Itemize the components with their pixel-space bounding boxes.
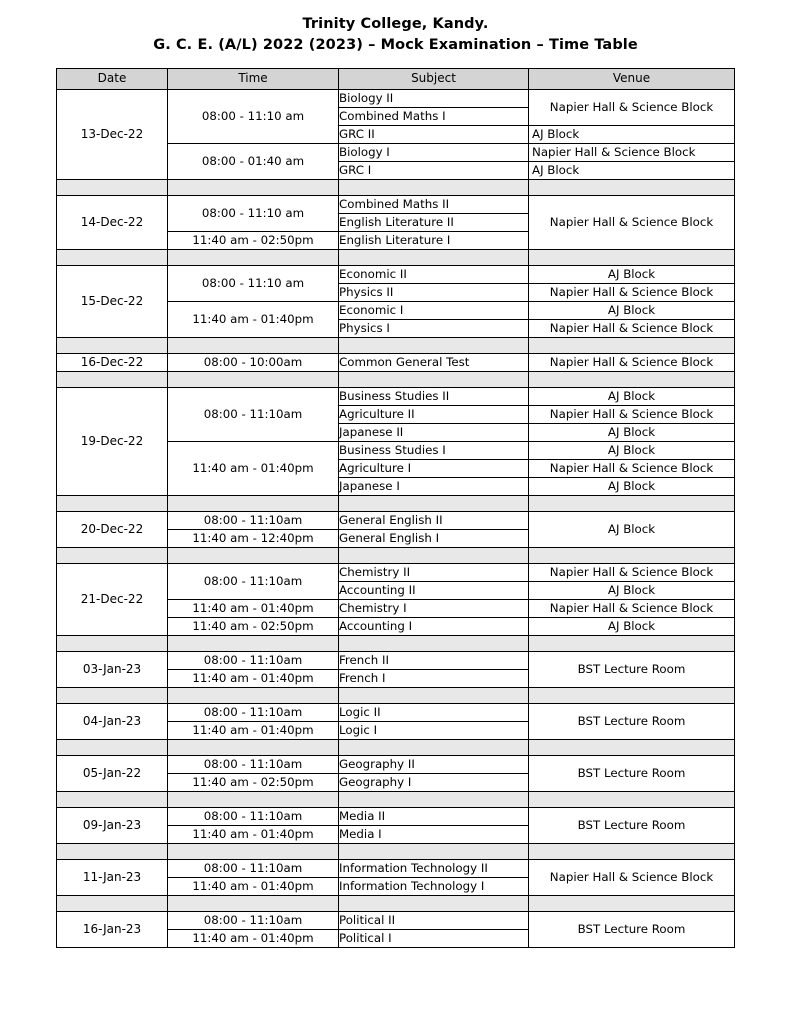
spacer-cell bbox=[57, 792, 168, 808]
block-spacer-row bbox=[57, 250, 735, 266]
exam-date-cell: 16-Dec-22 bbox=[57, 354, 168, 372]
exam-time-cell: 08:00 - 10:00am bbox=[168, 354, 339, 372]
spacer-cell bbox=[168, 338, 339, 354]
spacer-cell bbox=[57, 688, 168, 704]
table-row bbox=[57, 90, 735, 108]
exam-title: G. C. E. (A/L) 2022 (2023) – Mock Examination – Time Table bbox=[153, 37, 638, 54]
exam-date-cell: 14-Dec-22 bbox=[57, 196, 168, 250]
table-row bbox=[57, 388, 735, 406]
exam-subject-cell: Accounting I bbox=[339, 618, 529, 636]
exam-venue-cell: Napier Hall & Science Block bbox=[529, 564, 735, 582]
block-spacer-row bbox=[57, 548, 735, 564]
block-spacer-row bbox=[57, 372, 735, 388]
table-row bbox=[57, 564, 735, 582]
spacer-cell bbox=[339, 180, 529, 196]
exam-venue-cell: Napier Hall & Science Block bbox=[529, 284, 735, 302]
spacer-cell bbox=[529, 792, 735, 808]
exam-venue-cell: AJ Block bbox=[529, 162, 735, 180]
exam-venue-cell: Napier Hall & Science Block bbox=[529, 406, 735, 424]
spacer-cell bbox=[529, 250, 735, 266]
exam-subject-cell: Media I bbox=[339, 826, 529, 844]
exam-venue-cell: AJ Block bbox=[529, 126, 735, 144]
exam-venue-cell: AJ Block bbox=[529, 388, 735, 406]
exam-date-cell: 04-Jan-23 bbox=[57, 704, 168, 740]
exam-venue-cell: AJ Block bbox=[529, 618, 735, 636]
spacer-cell bbox=[339, 548, 529, 564]
exam-subject-cell: Media II bbox=[339, 808, 529, 826]
exam-subject-cell: Japanese II bbox=[339, 424, 529, 442]
exam-subject-cell: Geography II bbox=[339, 756, 529, 774]
spacer-cell bbox=[529, 180, 735, 196]
spacer-cell bbox=[57, 496, 168, 512]
spacer-cell bbox=[168, 792, 339, 808]
table-row bbox=[57, 354, 735, 372]
exam-venue-cell: Napier Hall & Science Block bbox=[529, 860, 735, 896]
spacer-cell bbox=[339, 688, 529, 704]
exam-subject-cell: Chemistry II bbox=[339, 564, 529, 582]
exam-subject-cell: General English I bbox=[339, 530, 529, 548]
exam-venue-cell: Napier Hall & Science Block bbox=[529, 90, 735, 126]
exam-venue-cell: AJ Block bbox=[529, 424, 735, 442]
column-header-date: Date bbox=[57, 69, 168, 90]
exam-venue-cell: BST Lecture Room bbox=[529, 912, 735, 948]
spacer-cell bbox=[57, 896, 168, 912]
exam-time-cell: 11:40 am - 01:40pm bbox=[168, 826, 339, 844]
exam-time-cell: 08:00 - 11:10 am bbox=[168, 266, 339, 302]
block-spacer-row bbox=[57, 740, 735, 756]
document-titles bbox=[38, 14, 753, 56]
exam-subject-cell: Agriculture II bbox=[339, 406, 529, 424]
block-spacer-row bbox=[57, 688, 735, 704]
exam-subject-cell: Geography I bbox=[339, 774, 529, 792]
exam-venue-cell: AJ Block bbox=[529, 582, 735, 600]
exam-venue-cell: AJ Block bbox=[529, 442, 735, 460]
exam-subject-cell: Business Studies II bbox=[339, 388, 529, 406]
institution-title: Trinity College, Kandy. bbox=[302, 16, 489, 32]
spacer-cell bbox=[168, 250, 339, 266]
spacer-cell bbox=[57, 372, 168, 388]
exam-time-cell: 08:00 - 11:10 am bbox=[168, 90, 339, 144]
exam-date-cell: 19-Dec-22 bbox=[57, 388, 168, 496]
exam-venue-cell: AJ Block bbox=[529, 302, 735, 320]
exam-subject-cell: Biology I bbox=[339, 144, 529, 162]
exam-venue-cell: Napier Hall & Science Block bbox=[529, 354, 735, 372]
exam-subject-cell: English Literature I bbox=[339, 232, 529, 250]
spacer-cell bbox=[529, 740, 735, 756]
exam-time-cell: 11:40 am - 01:40pm bbox=[168, 930, 339, 948]
spacer-cell bbox=[339, 636, 529, 652]
exam-subject-cell: Biology II bbox=[339, 90, 529, 108]
exam-venue-cell: Napier Hall & Science Block bbox=[529, 460, 735, 478]
spacer-cell bbox=[529, 636, 735, 652]
table-row bbox=[57, 808, 735, 826]
exam-date-cell: 11-Jan-23 bbox=[57, 860, 168, 896]
spacer-cell bbox=[529, 548, 735, 564]
exam-venue-cell: BST Lecture Room bbox=[529, 756, 735, 792]
exam-time-cell: 11:40 am - 01:40pm bbox=[168, 442, 339, 496]
exam-subject-cell: English Literature II bbox=[339, 214, 529, 232]
exam-time-cell: 08:00 - 01:40 am bbox=[168, 144, 339, 180]
exam-date-cell: 05-Jan-22 bbox=[57, 756, 168, 792]
spacer-cell bbox=[529, 496, 735, 512]
exam-subject-cell: Japanese I bbox=[339, 478, 529, 496]
exam-date-cell: 16-Jan-23 bbox=[57, 912, 168, 948]
exam-subject-cell: French II bbox=[339, 652, 529, 670]
exam-subject-cell: French I bbox=[339, 670, 529, 688]
header-row bbox=[57, 69, 735, 90]
spacer-cell bbox=[57, 338, 168, 354]
exam-subject-cell: Economic I bbox=[339, 302, 529, 320]
exam-time-cell: 11:40 am - 01:40pm bbox=[168, 600, 339, 618]
exam-venue-cell: BST Lecture Room bbox=[529, 808, 735, 844]
spacer-cell bbox=[168, 896, 339, 912]
exam-time-cell: 11:40 am - 02:50pm bbox=[168, 232, 339, 250]
exam-time-cell: 08:00 - 11:10am bbox=[168, 388, 339, 442]
exam-subject-cell: Information Technology II bbox=[339, 860, 529, 878]
table-row bbox=[57, 756, 735, 774]
exam-subject-cell: Physics II bbox=[339, 284, 529, 302]
spacer-cell bbox=[168, 688, 339, 704]
block-spacer-row bbox=[57, 792, 735, 808]
exam-subject-cell: General English II bbox=[339, 512, 529, 530]
block-spacer-row bbox=[57, 180, 735, 196]
spacer-cell bbox=[529, 338, 735, 354]
exam-time-cell: 11:40 am - 01:40pm bbox=[168, 722, 339, 740]
exam-time-cell: 11:40 am - 01:40pm bbox=[168, 302, 339, 338]
table-row bbox=[57, 704, 735, 722]
exam-venue-cell: AJ Block bbox=[529, 266, 735, 284]
table-row bbox=[57, 266, 735, 284]
spacer-cell bbox=[57, 180, 168, 196]
exam-date-cell: 13-Dec-22 bbox=[57, 90, 168, 180]
table-row bbox=[57, 196, 735, 214]
exam-time-cell: 11:40 am - 12:40pm bbox=[168, 530, 339, 548]
exam-venue-cell: BST Lecture Room bbox=[529, 704, 735, 740]
exam-time-cell: 08:00 - 11:10 am bbox=[168, 196, 339, 232]
spacer-cell bbox=[57, 636, 168, 652]
column-header-time: Time bbox=[168, 69, 339, 90]
exam-venue-cell: Napier Hall & Science Block bbox=[529, 600, 735, 618]
spacer-cell bbox=[339, 896, 529, 912]
block-spacer-row bbox=[57, 338, 735, 354]
timetable-header bbox=[57, 69, 735, 90]
exam-date-cell: 09-Jan-23 bbox=[57, 808, 168, 844]
block-spacer-row bbox=[57, 496, 735, 512]
exam-subject-cell: Common General Test bbox=[339, 354, 529, 372]
spacer-cell bbox=[168, 548, 339, 564]
spacer-cell bbox=[168, 636, 339, 652]
spacer-cell bbox=[168, 844, 339, 860]
exam-time-cell: 08:00 - 11:10am bbox=[168, 704, 339, 722]
exam-time-cell: 08:00 - 11:10am bbox=[168, 756, 339, 774]
spacer-cell bbox=[57, 548, 168, 564]
column-header-venue: Venue bbox=[529, 69, 735, 90]
spacer-cell bbox=[168, 496, 339, 512]
exam-time-cell: 11:40 am - 02:50pm bbox=[168, 618, 339, 636]
exam-venue-cell: Napier Hall & Science Block bbox=[529, 196, 735, 250]
exam-time-cell: 11:40 am - 01:40pm bbox=[168, 670, 339, 688]
exam-date-cell: 20-Dec-22 bbox=[57, 512, 168, 548]
exam-date-cell: 21-Dec-22 bbox=[57, 564, 168, 636]
spacer-cell bbox=[529, 844, 735, 860]
timetable-body bbox=[57, 90, 735, 948]
exam-date-cell: 03-Jan-23 bbox=[57, 652, 168, 688]
table-row bbox=[57, 512, 735, 530]
block-spacer-row bbox=[57, 896, 735, 912]
exam-time-cell: 08:00 - 11:10am bbox=[168, 652, 339, 670]
exam-subject-cell: Accounting II bbox=[339, 582, 529, 600]
spacer-cell bbox=[57, 250, 168, 266]
spacer-cell bbox=[168, 372, 339, 388]
exam-date-cell: 15-Dec-22 bbox=[57, 266, 168, 338]
block-spacer-row bbox=[57, 636, 735, 652]
exam-venue-cell: AJ Block bbox=[529, 512, 735, 548]
exam-venue-cell: BST Lecture Room bbox=[529, 652, 735, 688]
exam-subject-cell: Economic II bbox=[339, 266, 529, 284]
spacer-cell bbox=[529, 896, 735, 912]
spacer-cell bbox=[168, 180, 339, 196]
spacer-cell bbox=[339, 496, 529, 512]
exam-subject-cell: Business Studies I bbox=[339, 442, 529, 460]
spacer-cell bbox=[529, 688, 735, 704]
exam-time-cell: 11:40 am - 01:40pm bbox=[168, 878, 339, 896]
exam-subject-cell: Political I bbox=[339, 930, 529, 948]
block-spacer-row bbox=[57, 844, 735, 860]
exam-subject-cell: Information Technology I bbox=[339, 878, 529, 896]
exam-venue-cell: AJ Block bbox=[529, 478, 735, 496]
exam-subject-cell: GRC II bbox=[339, 126, 529, 144]
exam-subject-cell: Combined Maths I bbox=[339, 108, 529, 126]
spacer-cell bbox=[339, 740, 529, 756]
spacer-cell bbox=[339, 338, 529, 354]
exam-time-cell: 08:00 - 11:10am bbox=[168, 564, 339, 600]
exam-subject-cell: Logic I bbox=[339, 722, 529, 740]
exam-time-cell: 08:00 - 11:10am bbox=[168, 512, 339, 530]
spacer-cell bbox=[339, 844, 529, 860]
column-header-subject: Subject bbox=[339, 69, 529, 90]
exam-venue-cell: Napier Hall & Science Block bbox=[529, 144, 735, 162]
exam-subject-cell: Combined Maths II bbox=[339, 196, 529, 214]
exam-subject-cell: Physics I bbox=[339, 320, 529, 338]
exam-venue-cell: Napier Hall & Science Block bbox=[529, 320, 735, 338]
exam-time-cell: 08:00 - 11:10am bbox=[168, 860, 339, 878]
spacer-cell bbox=[168, 740, 339, 756]
exam-time-cell: 08:00 - 11:10am bbox=[168, 912, 339, 930]
exam-subject-cell: Political II bbox=[339, 912, 529, 930]
exam-subject-cell: Chemistry I bbox=[339, 600, 529, 618]
spacer-cell bbox=[339, 250, 529, 266]
timetable bbox=[56, 68, 735, 948]
spacer-cell bbox=[529, 372, 735, 388]
table-row bbox=[57, 652, 735, 670]
table-row bbox=[57, 912, 735, 930]
spacer-cell bbox=[339, 792, 529, 808]
spacer-cell bbox=[57, 740, 168, 756]
spacer-cell bbox=[57, 844, 168, 860]
spacer-cell bbox=[339, 372, 529, 388]
exam-subject-cell: Logic II bbox=[339, 704, 529, 722]
table-row bbox=[57, 860, 735, 878]
exam-time-cell: 11:40 am - 02:50pm bbox=[168, 774, 339, 792]
exam-subject-cell: Agriculture I bbox=[339, 460, 529, 478]
exam-time-cell: 08:00 - 11:10am bbox=[168, 808, 339, 826]
exam-subject-cell: GRC I bbox=[339, 162, 529, 180]
